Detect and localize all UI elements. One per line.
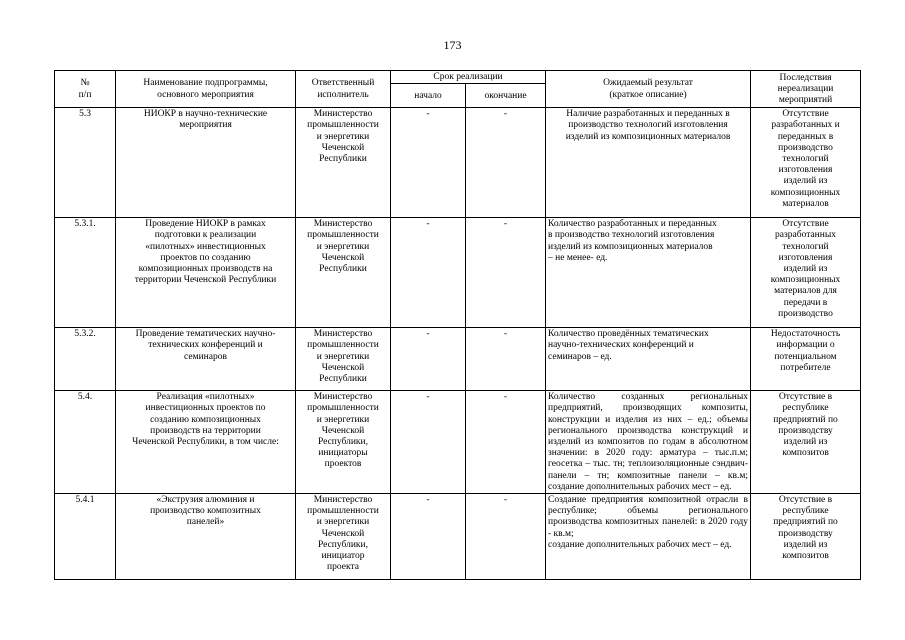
row-name: Реализация «пилотных» инвестиционных проектов по созданию композиционных производств на территории Чеченской Республики, в том числе:	[116, 391, 296, 494]
row-responsible: Министерство промышленности и энергетики Чеченской Республики	[296, 328, 391, 391]
header-end: окончание	[466, 84, 546, 108]
row-start: -	[391, 391, 466, 494]
table-row	[55, 494, 861, 580]
header-term: Срок реализации	[391, 71, 546, 84]
row-result: Количество проведённых тематических научно-технических конференций и семинаров – ед.	[546, 328, 751, 391]
header-result: Ожидаемый результат (краткое описание)	[546, 71, 751, 108]
row-name: Проведение НИОКР в рамках подготовки к реализации «пилотных» инвестиционных проектов по созданию композиционных производств на территории Чеченской Республики	[116, 218, 296, 328]
row-consequences: Недостаточность информации о потенциальном потребителе	[751, 328, 861, 391]
row-num: 5.3	[55, 108, 116, 218]
page-number: 173	[443, 38, 462, 52]
row-start: -	[391, 494, 466, 580]
header-responsible: Ответственный исполнитель	[296, 71, 391, 108]
row-num: 5.4.	[55, 391, 116, 494]
row-result: Создание предприятия композитной отрасли в республике; объемы регионального производства композитных панелей: в 2020 году - кв.м; создание дополнительных рабочих мест – ед.	[546, 494, 751, 580]
row-name: Проведение тематических научно- технических конференций и семинаров	[116, 328, 296, 391]
row-responsible: Министерство промышленности и энергетики Чеченской Республики	[296, 218, 391, 328]
row-responsible: Министерство промышленности и энергетики Чеченской Республики, инициатор проекта	[296, 494, 391, 580]
row-num: 5.3.2.	[55, 328, 116, 391]
row-end: -	[466, 218, 546, 328]
row-result: Количество разработанных и переданных в производство технологий изготовления изделий из композиционных материалов – не менее- ед.	[546, 218, 751, 328]
row-start: -	[391, 328, 466, 391]
table-row	[55, 108, 861, 218]
table-row	[55, 218, 861, 328]
row-consequences: Отсутствие в республике предприятий по производству изделий из композитов	[751, 494, 861, 580]
table-row	[55, 328, 861, 391]
row-end: -	[466, 108, 546, 218]
row-consequences: Отсутствие разработанных технологий изготовления изделий из композиционных материалов для передачи в производство	[751, 218, 861, 328]
row-responsible: Министерство промышленности и энергетики Чеченской Республики, инициаторы проектов	[296, 391, 391, 494]
row-end: -	[466, 328, 546, 391]
row-end: -	[466, 494, 546, 580]
header-name: Наименование подпрограммы, основного мероприятия	[116, 71, 296, 108]
row-responsible: Министерство промышленности и энергетики Чеченской Республики	[296, 108, 391, 218]
header-consequences: Последствия нереализации мероприятий	[751, 71, 861, 108]
row-num: 5.3.1.	[55, 218, 116, 328]
header-num: № п/п	[55, 71, 116, 108]
row-result: Наличие разработанных и переданных в производство технологий изготовления изделий из композиционных материалов	[546, 108, 751, 218]
table-row	[55, 391, 861, 494]
row-consequences: Отсутствие разработанных и переданных в производство технологий изготовления изделий из композиционных материалов	[751, 108, 861, 218]
row-end: -	[466, 391, 546, 494]
row-name: НИОКР в научно-технические мероприятия	[116, 108, 296, 218]
row-start: -	[391, 218, 466, 328]
row-num: 5.4.1	[55, 494, 116, 580]
row-name: «Экструзия алюминия и производство композитных панелей»	[116, 494, 296, 580]
row-consequences: Отсутствие в республике предприятий по производству изделий из композитов	[751, 391, 861, 494]
row-result: Количество созданных региональных предприятий, производящих композиты, конструкции и изделия из них – ед.; объемы регионального производства конструкций и изделий из композитов по годам в абсолютном значении: в 2020 году: арматура – тыс.п.м; геосетка – тыс. тн; теплоизоляционные сэндвич-панели – тн; композитные панели – кв.м; создание дополнительных рабочих мест – ед.	[546, 391, 751, 494]
program-table	[54, 70, 861, 580]
header-start: начало	[391, 84, 466, 108]
row-start: -	[391, 108, 466, 218]
